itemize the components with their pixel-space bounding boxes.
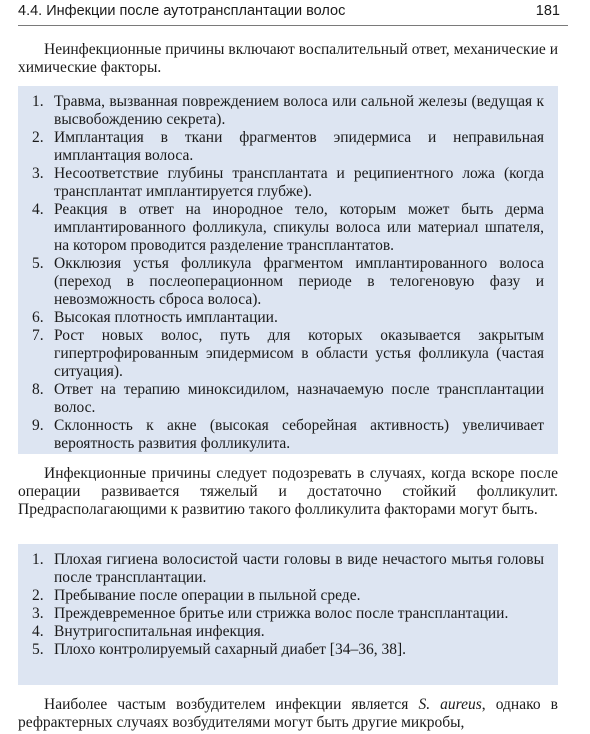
list-item-number: 8. <box>32 381 44 398</box>
list-item-text: Плохо контролируемый сахарный диабет [34–36, 38]. <box>54 641 406 658</box>
paragraph-infectious: Инфекционные причины следует подозревать в случаях, когда вскоре после операции развивается тяжелый и достаточно стойкий фолликулит. Предрасполагающими к развитию такого фолликулита факторами могут быть. <box>18 465 558 518</box>
list-item-text: Преждевременное бритье или стрижка волос после трансплантации. <box>54 605 509 622</box>
list-item <box>18 309 558 327</box>
list-item-text: Высокая плотность имплантации. <box>54 309 278 326</box>
list-item <box>18 417 558 453</box>
page-number: 181 <box>535 3 560 19</box>
list-item-number: 9. <box>32 417 44 434</box>
list-item-number: 1. <box>32 551 44 568</box>
list-item-text: Внутригоспитальная инфекция. <box>54 623 265 640</box>
running-header <box>18 0 568 26</box>
list-item-text: Окклюзия устья фолликула фрагментом имплантированного волоса (переход в послеоперационном периоде в телогеновую фазу и невозможность сброса волоса). <box>54 255 544 308</box>
list-item-number: 7. <box>32 327 44 344</box>
list-item-number: 3. <box>32 605 44 622</box>
list-item <box>18 551 558 587</box>
pathogen-text-after: , однако в рефрактерных случаях возбудителями могут быть другие микробы, <box>18 696 558 731</box>
list-item-number: 4. <box>32 201 44 218</box>
list-item <box>18 587 558 605</box>
list-item-text: Плохая гигиена волосистой части головы в виде нечастого мытья головы после трансплантации. <box>54 551 544 586</box>
list-item-text: Несоответствие глубины трансплантата и реципиентного ложа (когда трансплантат имплантируется глубже). <box>54 165 544 200</box>
list-item <box>18 129 558 165</box>
predisposing-factors-box <box>18 544 558 685</box>
list-item-number: 6. <box>32 309 44 326</box>
noninfectious-causes-box <box>18 86 558 454</box>
list-item-number: 2. <box>32 587 44 604</box>
list-item <box>18 93 558 129</box>
chapter-title: 4.4. Инфекции после аутотрансплантации волос <box>18 3 346 19</box>
list-item-number: 1. <box>32 93 44 110</box>
noninfectious-causes-list <box>18 93 558 453</box>
list-item <box>18 255 558 309</box>
list-item <box>18 201 558 255</box>
list-item-text: Рост новых волос, путь для которых оказывается закрытым гипертрофированным эпидермисом в области устья фолликула (частая ситуация). <box>54 327 544 380</box>
list-item <box>18 641 558 659</box>
list-item <box>18 605 558 623</box>
list-item-text: Имплантация в ткани фрагментов эпидермиса и неправильная имплантация волоса. <box>54 129 544 164</box>
list-item <box>18 623 558 641</box>
paragraph-pathogens <box>18 696 558 732</box>
list-item-text: Ответ на терапию миноксидилом, назначаемую после трансплантации волос. <box>54 381 544 416</box>
paragraph-noninfectious: Неинфекционные причины включают воспалительный ответ, механические и химические факторы. <box>18 41 558 76</box>
list-item-number: 5. <box>32 255 44 272</box>
list-item-text: Травма, вызванная повреждением волоса или сальной железы (ведущая к высвобождению секрета). <box>54 93 544 128</box>
list-item-number: 3. <box>32 165 44 182</box>
list-item-number: 5. <box>32 641 44 658</box>
list-item <box>18 327 558 381</box>
pathogen-name: S. aureus <box>418 696 482 713</box>
list-item <box>18 381 558 417</box>
list-item <box>18 165 558 201</box>
list-item-text: Пребывание после операции в пыльной среде. <box>54 587 361 604</box>
list-item-number: 2. <box>32 129 44 146</box>
list-item-number: 4. <box>32 623 44 640</box>
list-item-text: Склонность к акне (высокая себорейная активность) увеличивает вероятность развития фолликулита. <box>54 417 544 452</box>
pathogen-text-before: Наиболее частым возбудителем инфекции является <box>44 696 419 713</box>
predisposing-factors-list <box>18 551 558 659</box>
list-item-text: Реакция в ответ на инородное тело, которым может быть дерма имплантированного фолликула, спикулы волоса или материал шпателя, на котором проводится разделение трансплантатов. <box>54 201 544 254</box>
